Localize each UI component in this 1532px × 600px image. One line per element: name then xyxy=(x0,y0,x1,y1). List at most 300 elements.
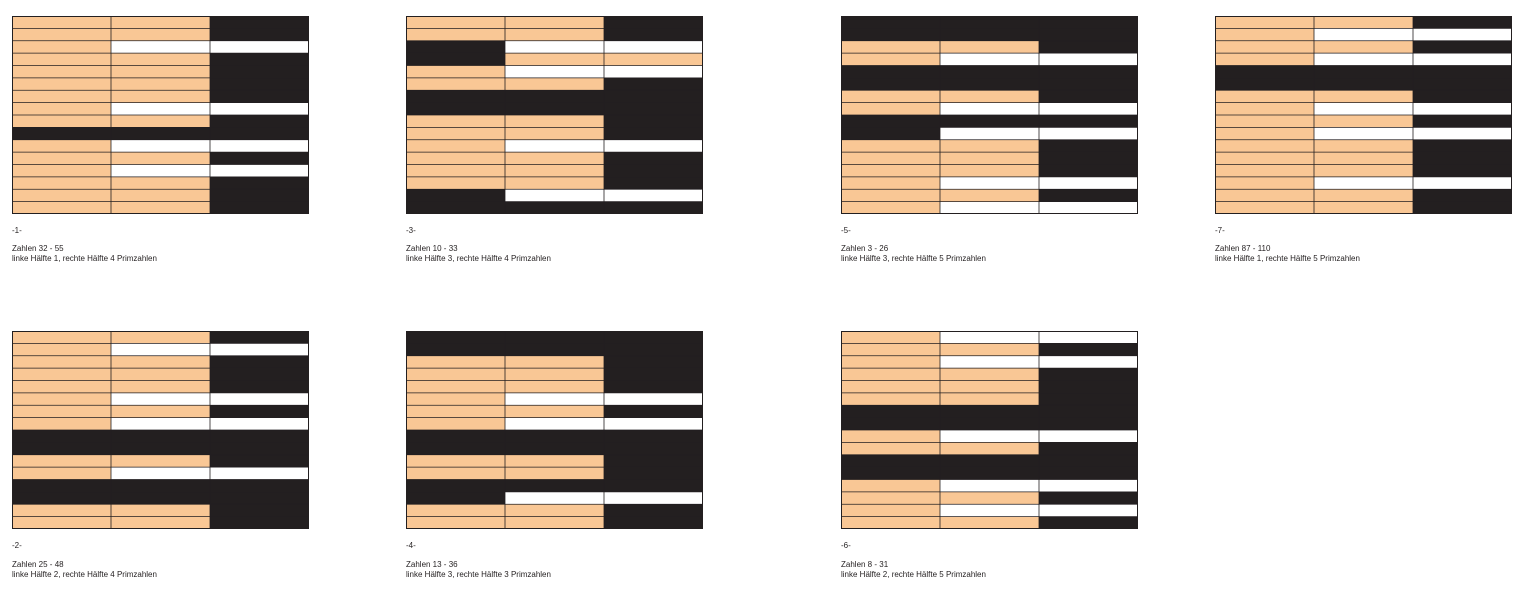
cell-r15-c3 xyxy=(1413,189,1512,202)
cell-r15-c2 xyxy=(940,189,1039,202)
cell-r15-c2 xyxy=(940,504,1039,517)
cell-r13-c2 xyxy=(505,165,604,178)
cell-r15-c3 xyxy=(604,504,703,517)
cell-r10-c1 xyxy=(406,442,505,455)
cell-r9-c1 xyxy=(12,115,111,128)
cell-r1-c1 xyxy=(12,331,111,344)
cell-r5-c3 xyxy=(604,66,703,79)
cell-r7-c3 xyxy=(210,90,309,103)
cell-r13-c1 xyxy=(12,165,111,178)
cell-r14-c2 xyxy=(505,492,604,505)
cell-r12-c1 xyxy=(406,152,505,165)
cell-r12-c2 xyxy=(940,152,1039,165)
cell-r10-c2 xyxy=(505,442,604,455)
cell-r3-c3 xyxy=(1413,41,1512,54)
cell-r11-c2 xyxy=(940,140,1039,153)
diagram-7-primes: linke Hälfte 1, rechte Hälfte 5 Primzahlen xyxy=(1215,254,1360,263)
cell-r8-c1 xyxy=(841,103,940,116)
cell-r4-c2 xyxy=(505,53,604,66)
cell-r11-c3 xyxy=(210,140,309,153)
cell-r8-c2 xyxy=(940,418,1039,431)
cell-r10-c3 xyxy=(604,442,703,455)
cell-r12-c1 xyxy=(841,467,940,480)
cell-r11-c1 xyxy=(841,455,940,468)
cell-r10-c1 xyxy=(1215,127,1314,140)
cell-r11-c3 xyxy=(604,140,703,153)
cell-r13-c1 xyxy=(12,480,111,493)
cell-r13-c3 xyxy=(1413,165,1512,178)
cell-r3-c3 xyxy=(210,356,309,369)
cell-r10-c1 xyxy=(12,127,111,140)
cell-r14-c3 xyxy=(1039,492,1138,505)
cell-r6-c1 xyxy=(406,78,505,91)
cell-r15-c1 xyxy=(12,504,111,517)
cell-r12-c1 xyxy=(12,467,111,480)
cell-r13-c1 xyxy=(406,480,505,493)
cell-r8-c2 xyxy=(940,103,1039,116)
cell-r3-c1 xyxy=(841,356,940,369)
cell-r1-c3 xyxy=(604,331,703,344)
cell-r5-c1 xyxy=(841,381,940,394)
cell-r14-c1 xyxy=(406,492,505,505)
cell-r16-c3 xyxy=(1039,517,1138,529)
cell-r5-c3 xyxy=(1039,66,1138,79)
cell-r11-c1 xyxy=(12,455,111,468)
cell-r10-c2 xyxy=(940,127,1039,140)
cell-r7-c1 xyxy=(12,90,111,103)
cell-r8-c1 xyxy=(12,103,111,116)
cell-r3-c2 xyxy=(1314,41,1413,54)
diagram-6-grid xyxy=(841,331,1138,529)
cell-r1-c2 xyxy=(940,16,1039,29)
cell-r11-c3 xyxy=(1039,455,1138,468)
cell-r2-c2 xyxy=(111,343,210,356)
cell-r12-c1 xyxy=(12,152,111,165)
cell-r12-c2 xyxy=(505,152,604,165)
cell-r14-c3 xyxy=(1039,177,1138,190)
cell-r6-c2 xyxy=(111,393,210,406)
cell-r10-c3 xyxy=(210,127,309,140)
cell-r11-c2 xyxy=(1314,140,1413,153)
cell-r1-c1 xyxy=(406,331,505,344)
cell-r4-c2 xyxy=(111,53,210,66)
cell-r8-c1 xyxy=(841,418,940,431)
diagram-2-grid xyxy=(12,331,309,529)
cell-r5-c2 xyxy=(1314,66,1413,79)
cell-r6-c3 xyxy=(1039,393,1138,406)
cell-r10-c2 xyxy=(940,442,1039,455)
cell-r3-c1 xyxy=(406,41,505,54)
cell-r13-c3 xyxy=(210,165,309,178)
cell-r7-c3 xyxy=(1413,90,1512,103)
cell-r11-c1 xyxy=(406,140,505,153)
cell-r4-c3 xyxy=(604,53,703,66)
cell-r9-c1 xyxy=(841,430,940,443)
cell-r6-c2 xyxy=(940,393,1039,406)
cell-r9-c1 xyxy=(1215,115,1314,128)
cell-r7-c2 xyxy=(505,90,604,103)
cell-r3-c1 xyxy=(12,356,111,369)
cell-r6-c3 xyxy=(210,78,309,91)
diagram-5 xyxy=(841,16,1138,214)
cell-r8-c1 xyxy=(1215,103,1314,116)
cell-r2-c1 xyxy=(406,343,505,356)
diagram-1 xyxy=(12,16,309,214)
cell-r4-c3 xyxy=(1039,368,1138,381)
cell-r7-c1 xyxy=(12,405,111,418)
cell-r1-c1 xyxy=(1215,16,1314,29)
cell-r6-c2 xyxy=(1314,78,1413,91)
cell-r12-c3 xyxy=(604,467,703,480)
cell-r4-c1 xyxy=(841,368,940,381)
cell-r12-c2 xyxy=(111,152,210,165)
cell-r6-c3 xyxy=(604,78,703,91)
cell-r14-c2 xyxy=(1314,177,1413,190)
cell-r13-c3 xyxy=(604,165,703,178)
diagram-2-range: Zahlen 25 - 48 xyxy=(12,560,64,569)
diagram-5-primes: linke Hälfte 3, rechte Hälfte 5 Primzahlen xyxy=(841,254,986,263)
cell-r5-c1 xyxy=(841,66,940,79)
cell-r3-c3 xyxy=(604,41,703,54)
cell-r3-c3 xyxy=(1039,41,1138,54)
cell-r3-c1 xyxy=(12,41,111,54)
cell-r14-c1 xyxy=(12,177,111,190)
cell-r8-c2 xyxy=(111,418,210,431)
cell-r12-c3 xyxy=(1039,152,1138,165)
cell-r10-c2 xyxy=(1314,127,1413,140)
cell-r3-c2 xyxy=(505,41,604,54)
cell-r9-c1 xyxy=(406,430,505,443)
cell-r13-c1 xyxy=(406,165,505,178)
cell-r9-c2 xyxy=(505,115,604,128)
cell-r13-c3 xyxy=(210,480,309,493)
cell-r4-c1 xyxy=(841,53,940,66)
cell-r12-c3 xyxy=(1413,152,1512,165)
cell-r8-c3 xyxy=(1039,418,1138,431)
cell-r4-c2 xyxy=(940,368,1039,381)
cell-r16-c2 xyxy=(111,202,210,214)
cell-r4-c1 xyxy=(406,53,505,66)
cell-r11-c1 xyxy=(12,140,111,153)
cell-r3-c2 xyxy=(111,41,210,54)
cell-r4-c1 xyxy=(406,368,505,381)
diagram-7-number: -7- xyxy=(1215,226,1225,235)
cell-r5-c1 xyxy=(406,66,505,79)
cell-r9-c1 xyxy=(406,115,505,128)
cell-r13-c1 xyxy=(841,165,940,178)
cell-r7-c3 xyxy=(1039,405,1138,418)
cell-r11-c2 xyxy=(505,140,604,153)
cell-r1-c1 xyxy=(406,16,505,29)
cell-r5-c1 xyxy=(12,66,111,79)
cell-r14-c1 xyxy=(841,492,940,505)
diagram-5-grid xyxy=(841,16,1138,214)
cell-r7-c2 xyxy=(940,90,1039,103)
diagram-6-caption xyxy=(841,560,986,580)
diagram-1-range: Zahlen 32 - 55 xyxy=(12,244,64,253)
diagram-3-grid xyxy=(406,16,703,214)
cell-r1-c2 xyxy=(940,331,1039,344)
cell-r4-c1 xyxy=(12,53,111,66)
cell-r16-c3 xyxy=(1413,202,1512,214)
cell-r16-c3 xyxy=(210,517,309,529)
cell-r3-c2 xyxy=(111,356,210,369)
cell-r13-c3 xyxy=(604,480,703,493)
cell-r5-c1 xyxy=(12,381,111,394)
cell-r10-c2 xyxy=(111,127,210,140)
cell-r2-c3 xyxy=(1039,343,1138,356)
cell-r14-c1 xyxy=(841,177,940,190)
cell-r4-c1 xyxy=(12,368,111,381)
cell-r1-c2 xyxy=(1314,16,1413,29)
diagram-1-number: -1- xyxy=(12,226,22,235)
diagram-6 xyxy=(841,331,1138,529)
cell-r2-c1 xyxy=(841,343,940,356)
cell-r14-c2 xyxy=(111,492,210,505)
cell-r7-c3 xyxy=(1039,90,1138,103)
cell-r6-c1 xyxy=(1215,78,1314,91)
cell-r1-c3 xyxy=(1413,16,1512,29)
cell-r2-c1 xyxy=(406,28,505,41)
cell-r9-c2 xyxy=(505,430,604,443)
diagram-4-range: Zahlen 13 - 36 xyxy=(406,560,458,569)
cell-r9-c3 xyxy=(1039,115,1138,128)
cell-r5-c3 xyxy=(604,381,703,394)
cell-r8-c1 xyxy=(12,418,111,431)
cell-r7-c2 xyxy=(505,405,604,418)
cell-r2-c3 xyxy=(1413,28,1512,41)
diagram-2-caption xyxy=(12,560,157,580)
cell-r1-c2 xyxy=(505,331,604,344)
cell-r11-c2 xyxy=(111,455,210,468)
cell-r9-c2 xyxy=(111,430,210,443)
cell-r11-c1 xyxy=(406,455,505,468)
diagram-7-grid xyxy=(1215,16,1512,214)
cell-r3-c2 xyxy=(505,356,604,369)
cell-r15-c1 xyxy=(406,189,505,202)
diagram-3-range: Zahlen 10 - 33 xyxy=(406,244,458,253)
cell-r1-c3 xyxy=(210,16,309,29)
cell-r6-c3 xyxy=(604,393,703,406)
cell-r9-c3 xyxy=(1413,115,1512,128)
cell-r4-c1 xyxy=(1215,53,1314,66)
cell-r8-c2 xyxy=(505,418,604,431)
cell-r3-c3 xyxy=(210,41,309,54)
cell-r13-c1 xyxy=(1215,165,1314,178)
cell-r5-c2 xyxy=(505,381,604,394)
cell-r7-c1 xyxy=(841,405,940,418)
cell-r5-c3 xyxy=(210,66,309,79)
cell-r12-c3 xyxy=(1039,467,1138,480)
cell-r15-c2 xyxy=(111,504,210,517)
cell-r1-c1 xyxy=(841,331,940,344)
cell-r8-c2 xyxy=(505,103,604,116)
cell-r4-c2 xyxy=(111,368,210,381)
cell-r4-c3 xyxy=(210,368,309,381)
cell-r4-c3 xyxy=(604,368,703,381)
cell-r2-c3 xyxy=(210,343,309,356)
diagram-2-primes: linke Hälfte 2, rechte Hälfte 4 Primzahlen xyxy=(12,570,157,579)
cell-r11-c3 xyxy=(210,455,309,468)
cell-r16-c1 xyxy=(841,517,940,529)
cell-r3-c1 xyxy=(406,356,505,369)
cell-r13-c3 xyxy=(1039,165,1138,178)
cell-r9-c2 xyxy=(940,115,1039,128)
cell-r16-c2 xyxy=(111,517,210,529)
diagram-3 xyxy=(406,16,703,214)
cell-r7-c3 xyxy=(604,90,703,103)
cell-r15-c1 xyxy=(841,189,940,202)
cell-r3-c3 xyxy=(604,356,703,369)
cell-r3-c1 xyxy=(841,41,940,54)
cell-r16-c3 xyxy=(604,202,703,214)
cell-r13-c2 xyxy=(940,165,1039,178)
cell-r11-c2 xyxy=(111,140,210,153)
cell-r13-c3 xyxy=(1039,480,1138,493)
cell-r8-c1 xyxy=(406,418,505,431)
diagram-5-range: Zahlen 3 - 26 xyxy=(841,244,889,253)
cell-r14-c2 xyxy=(940,492,1039,505)
cell-r2-c2 xyxy=(1314,28,1413,41)
cell-r15-c1 xyxy=(841,504,940,517)
cell-r10-c1 xyxy=(841,442,940,455)
cell-r9-c1 xyxy=(12,430,111,443)
cell-r13-c2 xyxy=(111,480,210,493)
cell-r16-c1 xyxy=(1215,202,1314,214)
cell-r7-c2 xyxy=(111,90,210,103)
cell-r7-c3 xyxy=(210,405,309,418)
cell-r12-c3 xyxy=(604,152,703,165)
cell-r4-c2 xyxy=(505,368,604,381)
cell-r12-c3 xyxy=(210,467,309,480)
cell-r7-c1 xyxy=(1215,90,1314,103)
cell-r16-c2 xyxy=(940,517,1039,529)
cell-r5-c2 xyxy=(111,66,210,79)
cell-r12-c2 xyxy=(940,467,1039,480)
cell-r5-c3 xyxy=(1413,66,1512,79)
diagram-2-number: -2- xyxy=(12,541,22,550)
diagram-5-number: -5- xyxy=(841,226,851,235)
cell-r8-c3 xyxy=(604,418,703,431)
cell-r2-c3 xyxy=(210,28,309,41)
cell-r4-c3 xyxy=(1039,53,1138,66)
cell-r16-c2 xyxy=(940,202,1039,214)
cell-r15-c3 xyxy=(604,189,703,202)
cell-r11-c3 xyxy=(1413,140,1512,153)
diagram-7-range: Zahlen 87 - 110 xyxy=(1215,244,1271,253)
cell-r15-c3 xyxy=(210,504,309,517)
cell-r9-c2 xyxy=(1314,115,1413,128)
diagram-1-grid xyxy=(12,16,309,214)
cell-r6-c1 xyxy=(12,78,111,91)
cell-r10-c3 xyxy=(1039,127,1138,140)
diagram-6-number: -6- xyxy=(841,541,851,550)
diagram-3-caption xyxy=(406,244,551,264)
cell-r10-c2 xyxy=(505,127,604,140)
cell-r6-c3 xyxy=(1413,78,1512,91)
cell-r6-c3 xyxy=(210,393,309,406)
diagram-7 xyxy=(1215,16,1512,214)
cell-r6-c2 xyxy=(111,78,210,91)
cell-r11-c3 xyxy=(1039,140,1138,153)
cell-r8-c2 xyxy=(1314,103,1413,116)
cell-r8-c3 xyxy=(210,418,309,431)
cell-r15-c1 xyxy=(1215,189,1314,202)
cell-r15-c3 xyxy=(1039,189,1138,202)
cell-r2-c1 xyxy=(12,28,111,41)
cell-r12-c2 xyxy=(505,467,604,480)
cell-r16-c1 xyxy=(12,202,111,214)
cell-r5-c2 xyxy=(940,66,1039,79)
cell-r4-c3 xyxy=(1413,53,1512,66)
cell-r9-c2 xyxy=(940,430,1039,443)
cell-r5-c2 xyxy=(505,66,604,79)
cell-r6-c1 xyxy=(12,393,111,406)
cell-r1-c2 xyxy=(111,331,210,344)
cell-r12-c2 xyxy=(1314,152,1413,165)
cell-r14-c3 xyxy=(210,177,309,190)
cell-r9-c3 xyxy=(210,430,309,443)
cell-r2-c1 xyxy=(841,28,940,41)
cell-r1-c3 xyxy=(1039,331,1138,344)
cell-r8-c1 xyxy=(406,103,505,116)
cell-r11-c2 xyxy=(940,455,1039,468)
cell-r9-c3 xyxy=(1039,430,1138,443)
cell-r2-c2 xyxy=(505,28,604,41)
cell-r5-c2 xyxy=(940,381,1039,394)
cell-r8-c3 xyxy=(604,103,703,116)
cell-r14-c3 xyxy=(604,492,703,505)
cell-r10-c1 xyxy=(841,127,940,140)
cell-r6-c1 xyxy=(841,393,940,406)
cell-r3-c1 xyxy=(1215,41,1314,54)
cell-r2-c2 xyxy=(940,343,1039,356)
cell-r3-c2 xyxy=(940,356,1039,369)
cell-r10-c3 xyxy=(210,442,309,455)
cell-r7-c1 xyxy=(406,90,505,103)
cell-r13-c2 xyxy=(505,480,604,493)
cell-r12-c2 xyxy=(111,467,210,480)
cell-r15-c1 xyxy=(12,189,111,202)
cell-r15-c3 xyxy=(210,189,309,202)
cell-r14-c2 xyxy=(505,177,604,190)
cell-r16-c3 xyxy=(1039,202,1138,214)
cell-r9-c3 xyxy=(210,115,309,128)
cell-r1-c3 xyxy=(604,16,703,29)
cell-r1-c1 xyxy=(841,16,940,29)
cell-r2-c3 xyxy=(604,343,703,356)
cell-r7-c1 xyxy=(406,405,505,418)
cell-r5-c3 xyxy=(1039,381,1138,394)
cell-r10-c3 xyxy=(1413,127,1512,140)
cell-r4-c2 xyxy=(1314,53,1413,66)
cell-r8-c3 xyxy=(210,103,309,116)
cell-r15-c2 xyxy=(1314,189,1413,202)
cell-r5-c3 xyxy=(210,381,309,394)
cell-r15-c2 xyxy=(111,189,210,202)
cell-r5-c2 xyxy=(111,381,210,394)
cell-r9-c3 xyxy=(604,115,703,128)
cell-r7-c1 xyxy=(841,90,940,103)
cell-r6-c1 xyxy=(841,78,940,91)
cell-r2-c2 xyxy=(505,343,604,356)
cell-r16-c1 xyxy=(841,202,940,214)
cell-r2-c1 xyxy=(1215,28,1314,41)
cell-r16-c2 xyxy=(1314,202,1413,214)
cell-r9-c2 xyxy=(111,115,210,128)
cell-r15-c2 xyxy=(505,504,604,517)
cell-r15-c3 xyxy=(1039,504,1138,517)
